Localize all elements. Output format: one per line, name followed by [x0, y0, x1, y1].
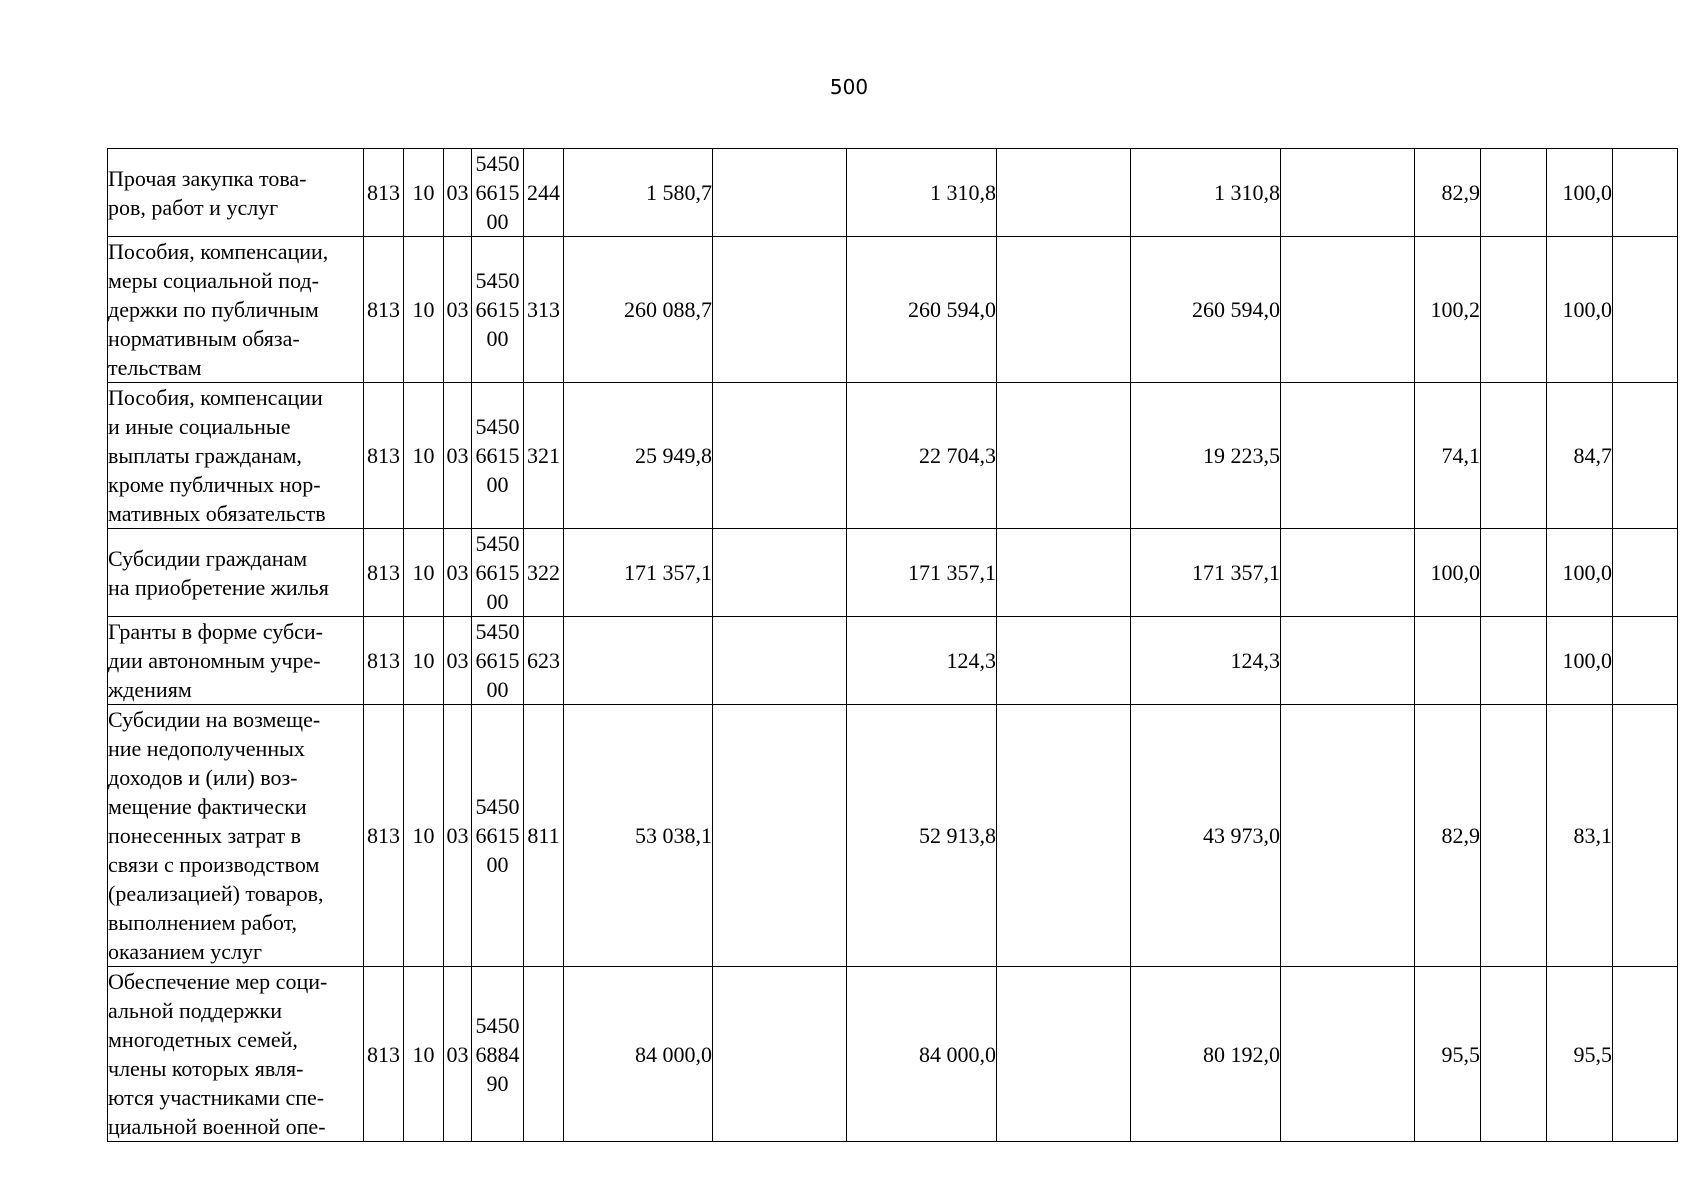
csr-code: [472, 237, 524, 383]
value-executed: 19 223,5: [1131, 383, 1281, 529]
empty-cell: [1481, 705, 1547, 967]
empty-cell: [997, 617, 1131, 705]
row-name: [108, 529, 364, 617]
row-name-line: ждениям: [108, 677, 192, 702]
csr-code-part: 6615: [475, 648, 520, 673]
empty-cell: [1613, 237, 1678, 383]
percent-plan: 100,0: [1547, 237, 1613, 383]
pr-code: 03: [444, 149, 472, 237]
vr-code: [524, 967, 564, 1142]
gr-code: 813: [364, 529, 404, 617]
gr-code: 813: [364, 617, 404, 705]
gr-code: 813: [364, 967, 404, 1142]
row-name: [108, 705, 364, 967]
percent-plan: 100,0: [1547, 617, 1613, 705]
empty-cell: [1481, 383, 1547, 529]
row-name-line: понесенных затрат в: [108, 823, 301, 848]
table-row: [108, 967, 1678, 1142]
empty-cell: [713, 149, 847, 237]
rz-code: 10: [404, 149, 444, 237]
csr-code-part: 6615: [475, 443, 520, 468]
csr-code: [472, 529, 524, 617]
value-plan: 52 913,8: [847, 705, 997, 967]
value-approved: [564, 617, 713, 705]
row-name-line: Гранты в форме субси-: [108, 619, 324, 644]
row-name-line: выплаты гражданам,: [108, 443, 302, 468]
csr-code-part: 00: [486, 589, 509, 614]
row-name-line: Пособия, компенсации,: [108, 239, 329, 264]
csr-code: [472, 967, 524, 1142]
gr-code: 813: [364, 705, 404, 967]
csr-code-part: 5450: [475, 619, 520, 644]
csr-code-part: 00: [486, 209, 509, 234]
percent-plan: 83,1: [1547, 705, 1613, 967]
empty-cell: [997, 705, 1131, 967]
value-approved: 84 000,0: [564, 967, 713, 1142]
row-name-line: ние недополученных: [108, 736, 305, 761]
percent-approved: 95,5: [1415, 967, 1481, 1142]
row-name: [108, 149, 364, 237]
row-name: [108, 617, 364, 705]
row-name-line: мещение фактически: [108, 794, 307, 819]
csr-code-part: 5450: [475, 1012, 520, 1038]
empty-cell: [1281, 237, 1415, 383]
row-name: [108, 383, 364, 529]
empty-cell: [713, 529, 847, 617]
empty-cell: [1613, 617, 1678, 705]
percent-plan: 84,7: [1547, 383, 1613, 529]
percent-plan: 100,0: [1547, 529, 1613, 617]
empty-cell: [1481, 617, 1547, 705]
value-approved: 53 038,1: [564, 705, 713, 967]
row-name-line: мативных обязательств: [108, 501, 326, 526]
empty-cell: [1613, 967, 1678, 1142]
value-plan: 260 594,0: [847, 237, 997, 383]
row-name-line: держки по публичным: [108, 297, 319, 322]
value-plan: 84 000,0: [847, 967, 997, 1142]
value-executed: 43 973,0: [1131, 705, 1281, 967]
empty-cell: [1613, 705, 1678, 967]
table-row: [108, 383, 1678, 529]
csr-code-part: 5450: [475, 268, 520, 293]
table-row: [108, 237, 1678, 383]
pr-code: 03: [444, 617, 472, 705]
csr-code-part: 6615: [475, 180, 520, 205]
row-name-line: Субсидии гражданам: [108, 545, 308, 571]
value-executed: 171 357,1: [1131, 529, 1281, 617]
percent-approved: 74,1: [1415, 383, 1481, 529]
row-name-line: (реализацией) товаров,: [108, 881, 324, 906]
row-name-line: Прочая закупка това-: [108, 165, 307, 191]
percent-approved: 82,9: [1415, 149, 1481, 237]
row-name-line: выполнением работ,: [108, 910, 298, 935]
csr-code: [472, 149, 524, 237]
value-executed: 124,3: [1131, 617, 1281, 705]
empty-cell: [1281, 149, 1415, 237]
percent-approved: 100,2: [1415, 237, 1481, 383]
row-name-line: многодетных семей,: [108, 1027, 298, 1052]
rz-code: 10: [404, 383, 444, 529]
csr-code-part: 00: [486, 852, 509, 877]
empty-cell: [1613, 383, 1678, 529]
percent-plan: 100,0: [1547, 149, 1613, 237]
row-name-line: Обеспечение мер соци-: [108, 969, 328, 994]
value-executed: 260 594,0: [1131, 237, 1281, 383]
row-name-line: ются участниками спе-: [108, 1085, 325, 1110]
csr-code-part: 6615: [475, 823, 520, 848]
empty-cell: [1281, 383, 1415, 529]
csr-code-part: 00: [486, 677, 509, 702]
table-body: [108, 149, 1678, 1142]
csr-code-part: 5450: [475, 794, 520, 819]
empty-cell: [1481, 529, 1547, 617]
rz-code: 10: [404, 529, 444, 617]
vr-code: 322: [524, 529, 564, 617]
value-approved: 1 580,7: [564, 149, 713, 237]
value-plan: 124,3: [847, 617, 997, 705]
rz-code: 10: [404, 967, 444, 1142]
value-executed: 1 310,8: [1131, 149, 1281, 237]
percent-approved: [1415, 617, 1481, 705]
row-name-line: меры социальной под-: [108, 268, 319, 293]
csr-code-part: 5450: [475, 414, 520, 439]
row-name-line: нормативным обяза-: [108, 326, 300, 351]
row-name-line: оказанием услуг: [108, 939, 263, 964]
row-name-line: альной поддержки: [108, 998, 282, 1023]
pr-code: 03: [444, 383, 472, 529]
row-name-line: дии автономным учре-: [108, 648, 321, 673]
empty-cell: [1481, 237, 1547, 383]
vr-code: 811: [524, 705, 564, 967]
pr-code: 03: [444, 529, 472, 617]
csr-code: [472, 383, 524, 529]
row-name-line: и иные социальные: [108, 414, 291, 439]
csr-code: [472, 705, 524, 967]
empty-cell: [997, 383, 1131, 529]
csr-code-part: 5450: [475, 531, 520, 556]
table-row: [108, 149, 1678, 237]
empty-cell: [1481, 967, 1547, 1142]
empty-cell: [1613, 529, 1678, 617]
csr-code: [472, 617, 524, 705]
vr-code: 313: [524, 237, 564, 383]
row-name-line: Пособия, компенсации: [108, 385, 323, 410]
row-name-line: тельствам: [108, 355, 202, 380]
gr-code: 813: [364, 149, 404, 237]
empty-cell: [1613, 149, 1678, 237]
empty-cell: [713, 383, 847, 529]
percent-approved: 100,0: [1415, 529, 1481, 617]
vr-code: 244: [524, 149, 564, 237]
rz-code: 10: [404, 237, 444, 383]
csr-code-part: 6615: [475, 560, 520, 585]
budget-table: [107, 148, 1678, 1142]
empty-cell: [1281, 529, 1415, 617]
vr-code: 321: [524, 383, 564, 529]
csr-code-part: 00: [486, 326, 509, 351]
empty-cell: [713, 705, 847, 967]
empty-cell: [997, 967, 1131, 1142]
value-plan: 171 357,1: [847, 529, 997, 617]
percent-plan: 95,5: [1547, 967, 1613, 1142]
value-executed: 80 192,0: [1131, 967, 1281, 1142]
value-plan: 22 704,3: [847, 383, 997, 529]
row-name-line: связи с производством: [108, 852, 320, 877]
value-approved: 171 357,1: [564, 529, 713, 617]
empty-cell: [713, 617, 847, 705]
row-name: [108, 237, 364, 383]
empty-cell: [713, 237, 847, 383]
value-approved: 260 088,7: [564, 237, 713, 383]
row-name-line: члены которых явля-: [108, 1056, 304, 1081]
gr-code: 813: [364, 237, 404, 383]
value-approved: 25 949,8: [564, 383, 713, 529]
vr-code: 623: [524, 617, 564, 705]
gr-code: 813: [364, 383, 404, 529]
row-name-line: Субсидии на возмеще-: [108, 707, 321, 732]
percent-approved: 82,9: [1415, 705, 1481, 967]
value-plan: 1 310,8: [847, 149, 997, 237]
csr-code-part: 5450: [475, 151, 520, 176]
rz-code: 10: [404, 617, 444, 705]
empty-cell: [1481, 149, 1547, 237]
row-name-line: кроме публичных нор-: [108, 472, 321, 497]
empty-cell: [1281, 705, 1415, 967]
row-name-line: циальной военной опе-: [108, 1114, 326, 1139]
empty-cell: [713, 967, 847, 1142]
empty-cell: [997, 529, 1131, 617]
table-row: [108, 529, 1678, 617]
row-name-line: на приобретение жилья: [108, 574, 329, 600]
pr-code: 03: [444, 705, 472, 967]
pr-code: 03: [444, 237, 472, 383]
csr-code-part: 00: [486, 472, 509, 497]
empty-cell: [997, 149, 1131, 237]
empty-cell: [1281, 617, 1415, 705]
table-row: [108, 617, 1678, 705]
csr-code-part: 6884: [475, 1041, 520, 1067]
row-name-line: доходов и (или) воз-: [108, 765, 298, 790]
empty-cell: [1281, 967, 1415, 1142]
empty-cell: [997, 237, 1131, 383]
rz-code: 10: [404, 705, 444, 967]
csr-code-part: 90: [486, 1070, 509, 1096]
row-name-line: ров, работ и услуг: [108, 194, 279, 220]
table-row: [108, 705, 1678, 967]
row-name: [108, 967, 364, 1142]
pr-code: 03: [444, 967, 472, 1142]
page-number: 500: [829, 75, 869, 99]
csr-code-part: 6615: [475, 297, 520, 322]
